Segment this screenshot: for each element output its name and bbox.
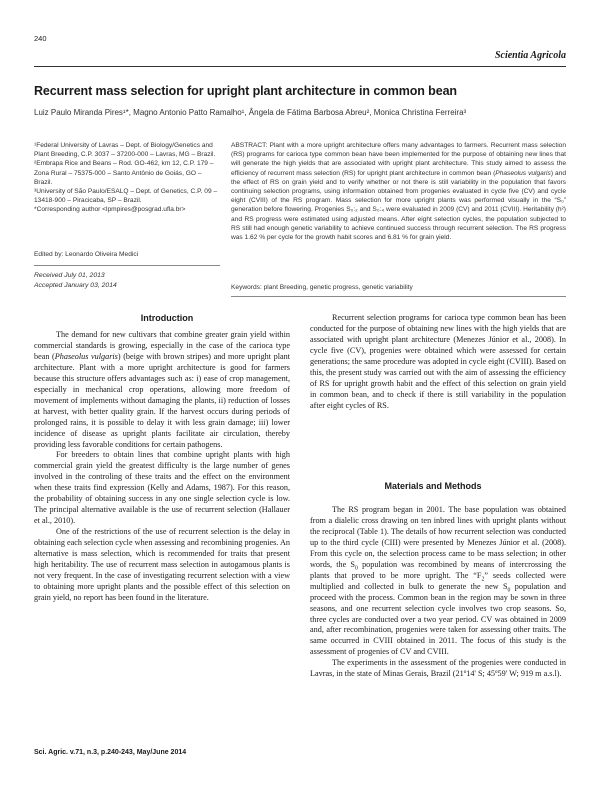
intro-paragraph-2: For breeders to obtain lines that combine upright plants with high commercial grain yield the greatest difficulty is the large number of genes involved in the controling of these traits and the effect on the environment when these traits find expression (Kelly and Adams, 1987). For this reason, the probability of obtaining success in any one single selection cycle is low. The principal alternative available is the use of recurrent selection (Hallauer et al., 2010). (34, 450, 290, 526)
article-title: Recurrent mass selection for upright plant architecture in common bean (34, 84, 457, 98)
methods-sub-3: 0 (507, 587, 511, 594)
methods-p1-d: population and proceed with the process. Common bean in the region may be sown in three seasons, and one recurrent selection cycle involves two crop seasons. So, three cycles are conducted over a two year period. CV was obtained in 2009 and, after recombination, progenies were taken for assessing other traits. The same occurred in CVIII obtained in 2011. The focus of this study is the assessment of progenies of CV and CVIII. (310, 581, 566, 657)
received-date: Received July 01, 2013 (34, 272, 105, 279)
page-footer: Sci. Agric. v.71, n.3, p.240-243, May/June 2014 (34, 749, 187, 756)
header-rule (34, 66, 566, 67)
introduction-heading: Introduction (140, 313, 194, 323)
abstract-part-1: ABSTRACT: Plant with a more upright architecture offers many advantages to farmers. Recurrent mass selection (RS) programs for carioca type common bean have been implemented for the purpose of obtaining new lines that will generate the high yields that are associated with upright plant architecture. This study aimed to assess the efficiency of recurrent mass selection (RS) for upright plant architecture in common bean ( (231, 142, 566, 177)
abstract-part-2: ) and the effect of RS on grain yield and to verify whether or not there is still variability in the population that favors continuing selection programs, using information obtained from progenies evaluated in cycle five (CV) and cycle eight (CVIII) of the RS program. Mass selection for more upright plants was performed visually in the “S₀” generation before flowering. Progenies S₀:₂ and S₀:₄ were evaluated in 2009 (CV) and 2011 (CVIII). Heritability (h²) and RS progress were estimated using adjusted means. After eight selection cycles, the population subjected to RS still had enough genetic variability to achieve continued success through recurrent selection. The RS progress was 1.62 % per cycle for the growth habit scores and 6.81 % for grain yield. (231, 169, 566, 242)
page-number: 240 (34, 34, 47, 43)
accepted-date: Accepted January 03, 2014 (34, 281, 117, 289)
methods-p1-c: ” seeds collected were multiplied and collected in bulk to generate the new S (310, 570, 566, 591)
author-list: Luiz Paulo Miranda Pires¹*, Magno Antonio Patto Ramalho¹, Ângela de Fátima Barbosa Abreu², Monica Christina Ferreira³ (34, 108, 467, 117)
editor-credit: Edited by: Leonardo Oliveira Medici (34, 251, 139, 258)
editor-rule (34, 265, 220, 266)
abstract (231, 141, 566, 242)
intro-paragraph-3: One of the restrictions of the use of recurrent selection is the delay in obtaining each selection cycle when assessing and recombining progenies. An alternative is mass selection, which is recommended for traits that present high heritability. The use of recurrent mass selection in autogamous plants is not very frequent. In the case of investigating recurrent selection with a view to obtaining more upright plants and the possible effect of this selection on grain yield, no report has been found in the literature. (34, 527, 290, 602)
methods-paragraph-1 (310, 505, 566, 658)
abstract-rule (231, 296, 566, 297)
intro-p1-text-b: ) (beige with brown stripes) and more upright plant architecture. Plant with a more upright architecture is good for farmers because this structure offers advantages such as: i) ease of crop management, especially in mechanical crop operations, allowing more freedom of movement of implements without damaging the plants, ii) reduction of losses at harvest, with better quality grain. If the harvest occurs during periods of prolonged rains, it is possible to delay it with less grain damage; iii) lower incidence of disease as upright plants facilitate air circulation, thereby providing less favorable conditions for certain pathogens. (34, 351, 291, 449)
introduction-continued (310, 313, 566, 412)
methods-paragraph-2: The experiments in the assessment of the progenies were conducted in Lavras, in the state of Minas Gerais, Brazil (21º14' S; 45º59' W; 919 m a.s.l). (310, 658, 566, 679)
affiliation-3: ³University of São Paulo/ESALQ – Dept. of Genetics, C.P. 09 – 13418-900 – Piracicaba, SP – Brazil. (34, 188, 218, 205)
abstract-species: Phaseolus vulgaris (495, 169, 551, 177)
intro-species: Phaseolus vulgaris (54, 351, 118, 361)
affiliations (34, 141, 220, 215)
article-dates (34, 271, 117, 290)
journal-name: Scientia Agricola (494, 50, 566, 61)
methods-p1-a: The RS program began in 2001. The base population was obtained from a dialelic cross drawing on ten inbred lines with upright plants without the reciprocal (Table 1). The details of how recurrent selection was conducted up to the third cycle (CIII) were presented by Menezes Júnior et al. (2008). From this cycle on, the selection process came to be mass selection; in other words, the S (310, 505, 566, 569)
intro-paragraph-1 (34, 330, 290, 450)
keywords: Keywords: plant Breeding, genetic progress, genetic variability (231, 284, 413, 291)
methods-p1-b: population was recombined by means of intercrossing the plants that proved to be more upright. The “F (310, 559, 566, 580)
methods-sub-1: 0 (355, 565, 358, 572)
methods-sub-2: 2 (481, 576, 485, 583)
methods-body (310, 505, 566, 680)
intro-p1-text-a: The demand for new cultivars that combine greater grain yield within commercial standards is growing, especially in the case of the carioca type bean ( (34, 330, 290, 361)
affiliation-2: ²Embrapa Rice and Beans – Rod. GO-462, km 12, C.P. 179 – Zona Rural – 75375-000 – Santo Antônio de Goiás, GO – Brazil. (34, 160, 214, 186)
affiliation-1: ¹Federal University of Lavras – Dept. of Biology/Genetics and Plant Breeding, C.P. 3037 – 37200-000 – Lavras, MG – Brazil. (34, 142, 216, 159)
intro-paragraph-4: Recurrent selection programs for carioca type common bean has been conducted for the purpose of obtaining new lines with the high yields that are associated with upright plant architecture (Menezes Júnior et al., 2008). In cycle five (CV), progenies were obtained which were assessed for certain generations; the same procedure was adopted in cycle eight (CVIII). Based on this, the present study was carried out with the aim of assessing the efficiency of RS for upright growth habit and the effect of this selection on grain yield in common bean, and to check if there is still variability in the population after eight cycles of RS. (310, 313, 566, 410)
methods-heading: Materials and Methods (384, 481, 482, 491)
introduction-body (34, 330, 290, 604)
corresponding-author: *Corresponding author <lpmpires@posgrad.ufla.br> (34, 206, 186, 214)
